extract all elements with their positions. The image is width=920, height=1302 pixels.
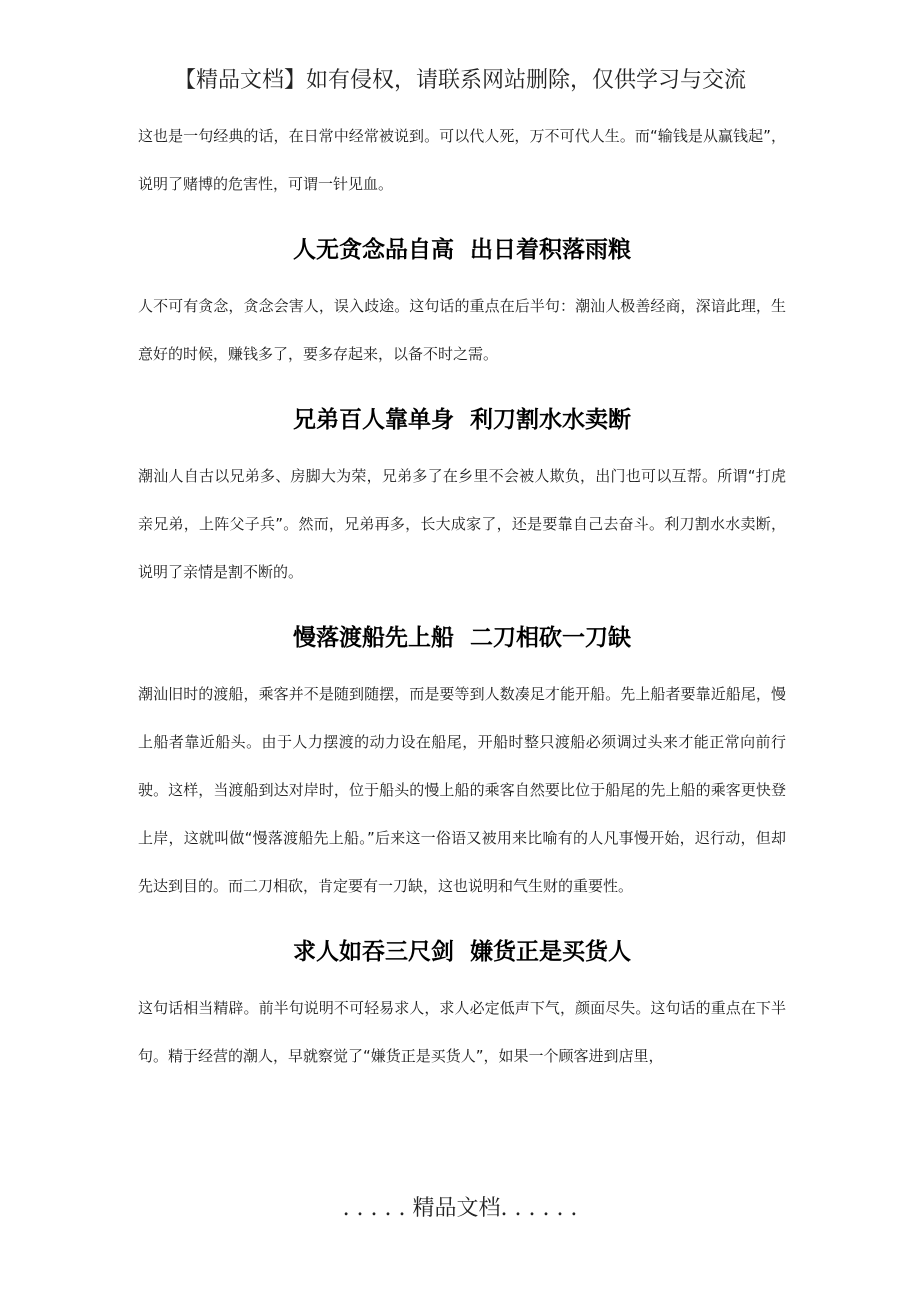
intro-paragraph: 这也是一句经典的话，在日常中经常被说到。可以代人死，万不可代人生。而“输钱是从赢钱起”，说明了赌博的危害性，可谓一针见血。 (138, 127, 786, 193)
section-paragraph-1: 人不可有贪念，贪念会害人，误入歧途。这句话的重点在后半句：潮汕人极善经商，深谙此理，生意好的时候，赚钱多了，要多存起来，以备不时之需。 (138, 297, 786, 363)
document-body (138, 112, 786, 1080)
section-paragraph-2: 潮汕人自古以兄弟多、房脚大为荣，兄弟多了在乡里不会被人欺负，出门也可以互帮。所谓“打虎亲兄弟，上阵父子兵”。然而，兄弟再多，长大成家了，还是要靠自己去奋斗。利刀割水水卖断，说明了亲情是割不断的。 (138, 467, 786, 581)
page-footer: . . . . . 精品文档. . . . . . (342, 1196, 578, 1221)
page-header: 【精品文档】如有侵权，请联系网站删除，仅供学习与交流 (173, 68, 746, 93)
section-title-1: 人无贪念品自高 出日着积落雨粮 (292, 237, 631, 263)
section-paragraph-3: 潮汕旧时的渡船，乘客并不是随到随摆，而是要等到人数凑足才能开船。先上船者要靠近船尾，慢上船者靠近船头。由于人力摆渡的动力设在船尾，开船时整只渡船必须调过头来才能正常向前行驶。这样，当渡船到达对岸时，位于船头的慢上船的乘客自然要比位于船尾的先上船的乘客更快登上岸，这就叫做“慢落渡船先上船。”后来这一俗语又被用来比喻有的人凡事慢开始，迟行动，但却先达到目的。而二刀相砍，肯定要有一刀缺，这也说明和气生财的重要性。 (138, 685, 786, 895)
section-title-3: 慢落渡船先上船 二刀相砍一刀缺 (292, 625, 631, 651)
section-title-4: 求人如吞三尺剑 嫌货正是买货人 (292, 939, 631, 965)
section-title-2: 兄弟百人靠单身 利刀割水水卖断 (292, 407, 631, 433)
section-paragraph-4: 这句话相当精辟。前半句说明不可轻易求人，求人必定低声下气，颜面尽失。这句话的重点在下半句。精于经营的潮人，早就察觉了“嫌货正是买货人”，如果一个顾客进到店里， (138, 999, 786, 1065)
